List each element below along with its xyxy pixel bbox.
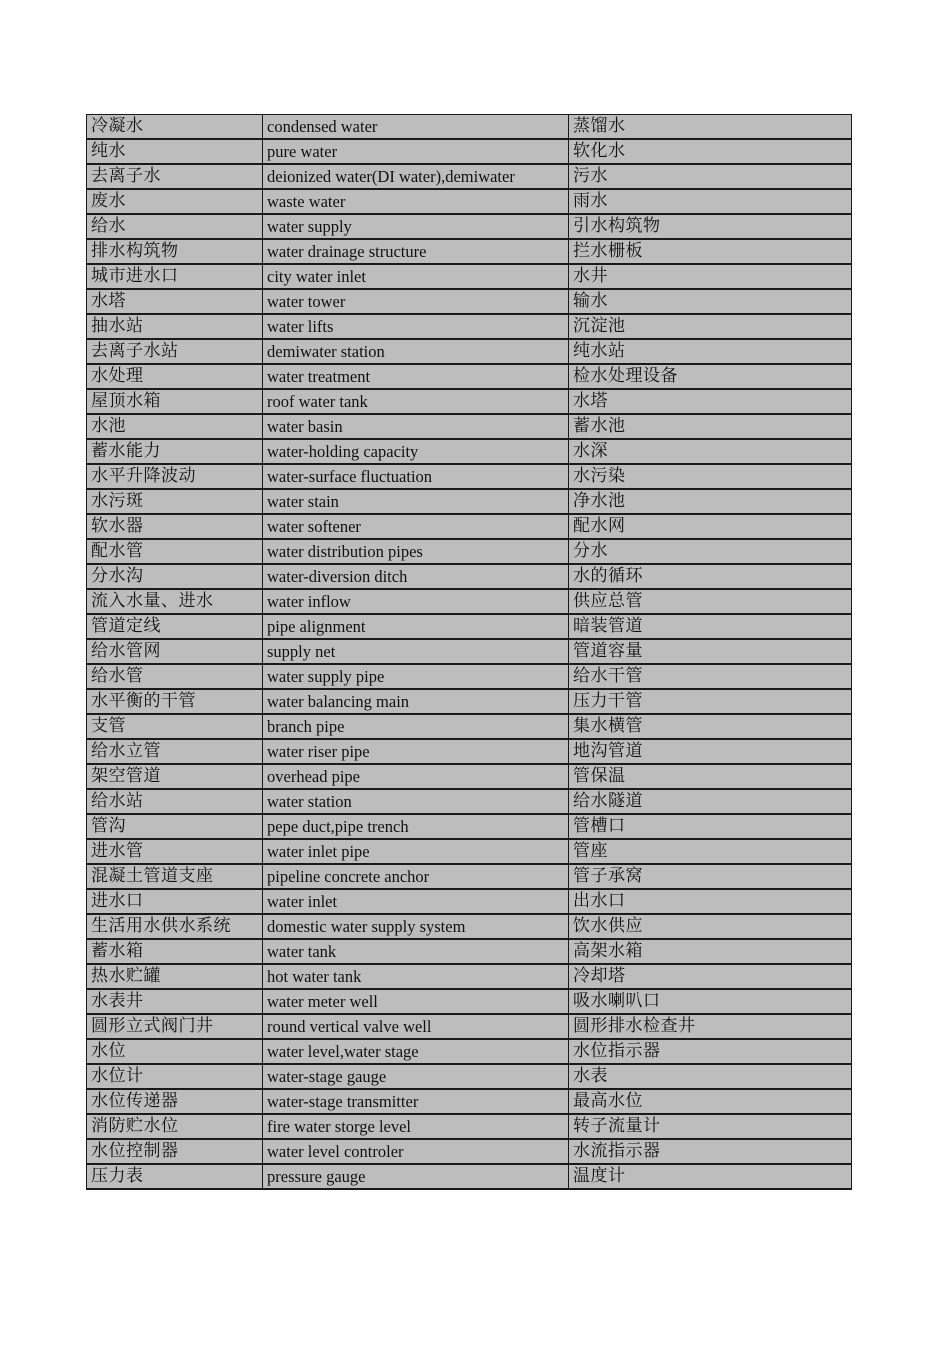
table-row: [87, 389, 852, 414]
table-row: [87, 1039, 852, 1064]
table-row: [87, 1014, 852, 1039]
english-term-cell: water inlet pipe: [263, 839, 569, 864]
english-term-cell: deionized water(DI water),demiwater: [263, 164, 569, 189]
table-row: [87, 439, 852, 464]
related-chinese-term-cell: 暗装管道: [569, 614, 852, 639]
related-chinese-term-cell: 水深: [569, 439, 852, 464]
chinese-term-cell: 分水沟: [87, 564, 263, 589]
english-term-cell: water lifts: [263, 314, 569, 339]
related-chinese-term-cell: 输水: [569, 289, 852, 314]
table-row: [87, 314, 852, 339]
english-term-cell: condensed water: [263, 115, 569, 140]
table-row: [87, 364, 852, 389]
table-row: [87, 264, 852, 289]
related-chinese-term-cell: 净水池: [569, 489, 852, 514]
chinese-term-cell: 管沟: [87, 814, 263, 839]
table-row: [87, 764, 852, 789]
chinese-term-cell: 水平升降波动: [87, 464, 263, 489]
english-term-cell: pepe duct,pipe trench: [263, 814, 569, 839]
related-chinese-term-cell: 水表: [569, 1064, 852, 1089]
english-term-cell: demiwater station: [263, 339, 569, 364]
table-row: [87, 964, 852, 989]
related-chinese-term-cell: 拦水栅板: [569, 239, 852, 264]
related-chinese-term-cell: 给水干管: [569, 664, 852, 689]
chinese-term-cell: 热水贮罐: [87, 964, 263, 989]
related-chinese-term-cell: 管座: [569, 839, 852, 864]
chinese-term-cell: 生活用水供水系统: [87, 914, 263, 939]
chinese-term-cell: 排水构筑物: [87, 239, 263, 264]
related-chinese-term-cell: 管保温: [569, 764, 852, 789]
chinese-term-cell: 城市进水口: [87, 264, 263, 289]
table-row: [87, 164, 852, 189]
chinese-term-cell: 给水站: [87, 789, 263, 814]
table-row: [87, 514, 852, 539]
table-row: [87, 1114, 852, 1139]
table-row: [87, 539, 852, 564]
related-chinese-term-cell: 软化水: [569, 139, 852, 164]
english-term-cell: round vertical valve well: [263, 1014, 569, 1039]
chinese-term-cell: 圆形立式阀门井: [87, 1014, 263, 1039]
related-chinese-term-cell: 水流指示器: [569, 1139, 852, 1164]
chinese-term-cell: 给水管: [87, 664, 263, 689]
table-row: [87, 839, 852, 864]
table-row: [87, 739, 852, 764]
english-term-cell: overhead pipe: [263, 764, 569, 789]
english-term-cell: water meter well: [263, 989, 569, 1014]
table-row: [87, 889, 852, 914]
english-term-cell: water level,water stage: [263, 1039, 569, 1064]
table-row: [87, 1064, 852, 1089]
related-chinese-term-cell: 给水隧道: [569, 789, 852, 814]
related-chinese-term-cell: 管槽口: [569, 814, 852, 839]
related-chinese-term-cell: 引水构筑物: [569, 214, 852, 239]
chinese-term-cell: 去离子水站: [87, 339, 263, 364]
table-row: [87, 414, 852, 439]
table-row: [87, 239, 852, 264]
english-term-cell: water tower: [263, 289, 569, 314]
related-chinese-term-cell: 蒸馏水: [569, 115, 852, 140]
chinese-term-cell: 管道定线: [87, 614, 263, 639]
english-term-cell: water distribution pipes: [263, 539, 569, 564]
english-term-cell: water supply: [263, 214, 569, 239]
table-row: [87, 914, 852, 939]
chinese-term-cell: 水位计: [87, 1064, 263, 1089]
chinese-term-cell: 屋顶水箱: [87, 389, 263, 414]
table-row: [87, 289, 852, 314]
english-term-cell: water drainage structure: [263, 239, 569, 264]
english-term-cell: pipe alignment: [263, 614, 569, 639]
table-row: [87, 714, 852, 739]
related-chinese-term-cell: 温度计: [569, 1164, 852, 1189]
related-chinese-term-cell: 分水: [569, 539, 852, 564]
chinese-term-cell: 水位传递器: [87, 1089, 263, 1114]
chinese-term-cell: 流入水量、进水: [87, 589, 263, 614]
chinese-term-cell: 蓄水箱: [87, 939, 263, 964]
table-row: [87, 589, 852, 614]
table-row: [87, 489, 852, 514]
chinese-term-cell: 废水: [87, 189, 263, 214]
table-row: [87, 1139, 852, 1164]
chinese-term-cell: 配水管: [87, 539, 263, 564]
english-term-cell: water inlet: [263, 889, 569, 914]
english-term-cell: water softener: [263, 514, 569, 539]
table-row: [87, 189, 852, 214]
chinese-term-cell: 水污斑: [87, 489, 263, 514]
chinese-term-cell: 蓄水能力: [87, 439, 263, 464]
chinese-term-cell: 给水立管: [87, 739, 263, 764]
table-row: [87, 115, 852, 140]
english-term-cell: water inflow: [263, 589, 569, 614]
related-chinese-term-cell: 吸水喇叭口: [569, 989, 852, 1014]
english-term-cell: pure water: [263, 139, 569, 164]
related-chinese-term-cell: 水的循环: [569, 564, 852, 589]
english-term-cell: fire water storge level: [263, 1114, 569, 1139]
english-term-cell: water station: [263, 789, 569, 814]
chinese-term-cell: 混凝土管道支座: [87, 864, 263, 889]
related-chinese-term-cell: 集水横管: [569, 714, 852, 739]
english-term-cell: pipeline concrete anchor: [263, 864, 569, 889]
chinese-term-cell: 去离子水: [87, 164, 263, 189]
chinese-term-cell: 水平衡的干管: [87, 689, 263, 714]
related-chinese-term-cell: 配水网: [569, 514, 852, 539]
table-row: [87, 1089, 852, 1114]
table-row: [87, 639, 852, 664]
related-chinese-term-cell: 出水口: [569, 889, 852, 914]
related-chinese-term-cell: 转子流量计: [569, 1114, 852, 1139]
related-chinese-term-cell: 圆形排水检查井: [569, 1014, 852, 1039]
english-term-cell: water riser pipe: [263, 739, 569, 764]
related-chinese-term-cell: 饮水供应: [569, 914, 852, 939]
table-row: [87, 989, 852, 1014]
chinese-term-cell: 压力表: [87, 1164, 263, 1189]
related-chinese-term-cell: 水位指示器: [569, 1039, 852, 1064]
related-chinese-term-cell: 水井: [569, 264, 852, 289]
table-row: [87, 939, 852, 964]
chinese-term-cell: 水塔: [87, 289, 263, 314]
english-term-cell: water stain: [263, 489, 569, 514]
related-chinese-term-cell: 冷却塔: [569, 964, 852, 989]
related-chinese-term-cell: 蓄水池: [569, 414, 852, 439]
table-row: [87, 564, 852, 589]
table-row: [87, 664, 852, 689]
english-term-cell: water-stage gauge: [263, 1064, 569, 1089]
glossary-sheet: [86, 114, 851, 1190]
chinese-term-cell: 给水: [87, 214, 263, 239]
related-chinese-term-cell: 管道容量: [569, 639, 852, 664]
english-term-cell: city water inlet: [263, 264, 569, 289]
related-chinese-term-cell: 水污染: [569, 464, 852, 489]
table-row: [87, 614, 852, 639]
english-term-cell: water supply pipe: [263, 664, 569, 689]
english-term-cell: water balancing main: [263, 689, 569, 714]
related-chinese-term-cell: 雨水: [569, 189, 852, 214]
chinese-term-cell: 水池: [87, 414, 263, 439]
table-row: [87, 789, 852, 814]
table-row: [87, 464, 852, 489]
related-chinese-term-cell: 管子承窝: [569, 864, 852, 889]
related-chinese-term-cell: 压力干管: [569, 689, 852, 714]
table-row: [87, 864, 852, 889]
chinese-term-cell: 支管: [87, 714, 263, 739]
english-term-cell: water-diversion ditch: [263, 564, 569, 589]
related-chinese-term-cell: 地沟管道: [569, 739, 852, 764]
table-row: [87, 689, 852, 714]
english-term-cell: water basin: [263, 414, 569, 439]
table-row: [87, 1164, 852, 1189]
english-term-cell: water-surface fluctuation: [263, 464, 569, 489]
chinese-term-cell: 水表井: [87, 989, 263, 1014]
related-chinese-term-cell: 纯水站: [569, 339, 852, 364]
english-term-cell: supply net: [263, 639, 569, 664]
related-chinese-term-cell: 污水: [569, 164, 852, 189]
table-row: [87, 339, 852, 364]
chinese-term-cell: 水位控制器: [87, 1139, 263, 1164]
table-row: [87, 814, 852, 839]
english-term-cell: hot water tank: [263, 964, 569, 989]
related-chinese-term-cell: 水塔: [569, 389, 852, 414]
chinese-term-cell: 消防贮水位: [87, 1114, 263, 1139]
related-chinese-term-cell: 最高水位: [569, 1089, 852, 1114]
glossary-table-body: [87, 115, 852, 1190]
english-term-cell: waste water: [263, 189, 569, 214]
english-term-cell: domestic water supply system: [263, 914, 569, 939]
related-chinese-term-cell: 供应总管: [569, 589, 852, 614]
english-term-cell: water tank: [263, 939, 569, 964]
chinese-term-cell: 进水管: [87, 839, 263, 864]
chinese-term-cell: 给水管网: [87, 639, 263, 664]
chinese-term-cell: 水处理: [87, 364, 263, 389]
related-chinese-term-cell: 沉淀池: [569, 314, 852, 339]
english-term-cell: roof water tank: [263, 389, 569, 414]
table-row: [87, 139, 852, 164]
english-term-cell: water level controler: [263, 1139, 569, 1164]
table-row: [87, 214, 852, 239]
chinese-term-cell: 纯水: [87, 139, 263, 164]
chinese-term-cell: 冷凝水: [87, 115, 263, 140]
chinese-term-cell: 抽水站: [87, 314, 263, 339]
english-term-cell: water-stage transmitter: [263, 1089, 569, 1114]
related-chinese-term-cell: 高架水箱: [569, 939, 852, 964]
chinese-term-cell: 进水口: [87, 889, 263, 914]
chinese-term-cell: 软水器: [87, 514, 263, 539]
chinese-term-cell: 水位: [87, 1039, 263, 1064]
glossary-table: [86, 114, 852, 1190]
english-term-cell: pressure gauge: [263, 1164, 569, 1189]
related-chinese-term-cell: 检水处理设备: [569, 364, 852, 389]
english-term-cell: branch pipe: [263, 714, 569, 739]
chinese-term-cell: 架空管道: [87, 764, 263, 789]
english-term-cell: water treatment: [263, 364, 569, 389]
english-term-cell: water-holding capacity: [263, 439, 569, 464]
